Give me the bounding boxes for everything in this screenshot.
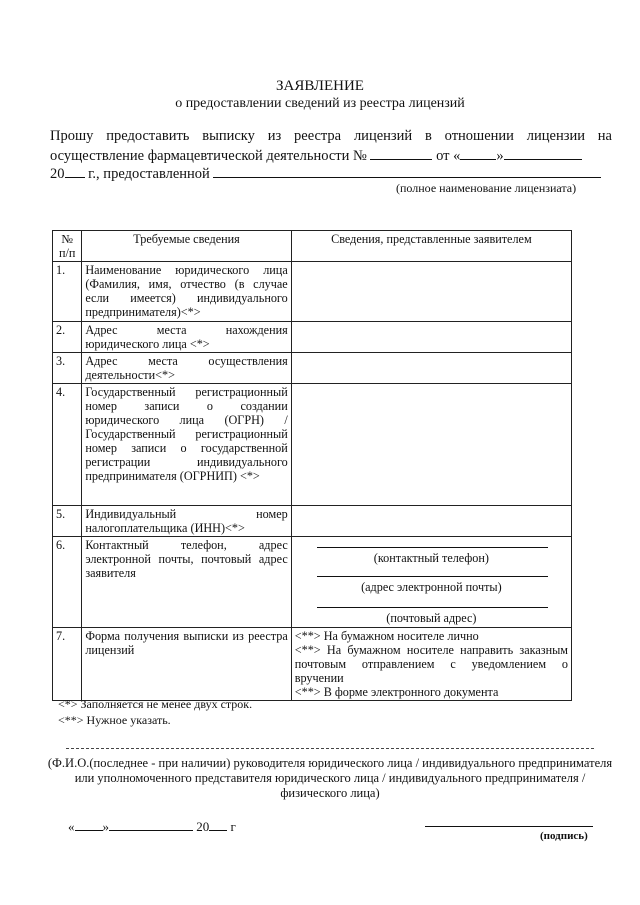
- table-row: [53, 262, 572, 322]
- license-month-field[interactable]: [504, 146, 582, 160]
- row-value-field[interactable]: [291, 353, 571, 384]
- table-row: [53, 353, 572, 384]
- issued-to-text: г., предоставленной: [88, 166, 210, 182]
- row-required: Индивидуальный номер налогоплательщика (ИНН)<*>: [82, 506, 291, 537]
- table-header-row: [53, 231, 572, 262]
- row-num: 2.: [53, 322, 82, 353]
- signature-caption: (подпись): [540, 830, 588, 842]
- row-value-field[interactable]: [291, 262, 571, 322]
- row-value-field[interactable]: [291, 384, 571, 506]
- sign-date-close: »: [102, 819, 109, 834]
- table-row: [53, 322, 572, 353]
- footnote-1: <*> Заполняется не менее двух строк.: [58, 697, 253, 711]
- sign-date-open: «: [68, 819, 75, 834]
- phone-caption: (контактный телефон): [373, 551, 489, 565]
- row-value-field[interactable]: [291, 322, 571, 353]
- request-line-1: Прошу предоставить выписку из реестра лицензий в отношении лицензии на: [50, 128, 612, 144]
- option-paper-in-person[interactable]: <**> На бумажном носителе лично: [294, 629, 479, 643]
- email-caption: (адрес электронной почты): [361, 580, 502, 594]
- row-required: Адрес места осуществления деятельности<*>: [82, 353, 291, 384]
- sign-day-field[interactable]: [75, 817, 103, 831]
- licensee-caption: (полное наименование лицензиата): [396, 181, 577, 195]
- option-paper-by-mail[interactable]: <**> На бумажном носителе направить заказным почтовым отправлением с уведомлением о вручении: [294, 643, 568, 685]
- row-num: 5.: [53, 506, 82, 537]
- table-row: [53, 506, 572, 537]
- fio-line[interactable]: [66, 748, 594, 749]
- delivery-options: [291, 628, 571, 701]
- sign-year-field[interactable]: [209, 817, 227, 831]
- header-provided: Сведения, представленные заявителем: [291, 231, 571, 262]
- document-title: ЗАЯВЛЕНИЕ: [276, 78, 364, 94]
- footnote-2: <**> Нужное указать.: [58, 713, 171, 727]
- licensee-name-field[interactable]: [213, 164, 601, 178]
- signature-field[interactable]: [425, 826, 593, 827]
- row-num: 6.: [53, 537, 82, 628]
- license-number-field[interactable]: [370, 146, 432, 160]
- option-electronic[interactable]: <**> В форме электронного документа: [294, 685, 499, 699]
- row-num: 4.: [53, 384, 82, 506]
- header-required: Требуемые сведения: [82, 231, 291, 262]
- postal-caption: (почтовый адрес): [386, 611, 477, 625]
- request-line-2: [50, 146, 582, 165]
- document-subtitle: о предоставлении сведений из реестра лицензий: [175, 96, 465, 111]
- table-row: [53, 628, 572, 701]
- header-num: № п/п: [53, 231, 82, 262]
- row-value-field[interactable]: [291, 506, 571, 537]
- table-row: [53, 384, 572, 506]
- request-line-2-text: осуществление фармацевтической деятельности №: [50, 148, 367, 164]
- info-table: [52, 230, 572, 701]
- sign-year-suffix: г: [230, 819, 236, 834]
- row-required: Форма получения выписки из реестра лицензий: [82, 628, 291, 701]
- postal-field[interactable]: [317, 606, 548, 608]
- sign-year-prefix: 20: [196, 819, 210, 834]
- row-required: Наименование юридического лица (Фамилия, имя, отчество (в случае если имеется) индивидуального предпринимателя)<*>: [82, 262, 291, 322]
- row-required: Государственный регистрационный номер записи о создании юридического лица (ОГРН) / Государственный регистрационный номер записи о государственной регистрации индивидуального предпринимателя (ОГРНИП) <*>: [82, 384, 291, 506]
- sign-date: [68, 817, 236, 835]
- row-num: 7.: [53, 628, 82, 701]
- row-required: Адрес места нахождения юридического лица <*>: [82, 322, 291, 353]
- table-row: [53, 537, 572, 628]
- sign-month-field[interactable]: [109, 817, 193, 831]
- year-prefix: 20: [50, 166, 65, 182]
- license-day-field[interactable]: [460, 146, 496, 160]
- email-field[interactable]: [317, 575, 548, 577]
- phone-field[interactable]: [317, 546, 548, 548]
- date-close-quote: »: [496, 148, 504, 164]
- row-num: 1.: [53, 262, 82, 322]
- row-required: Контактный телефон, адрес электронной почты, почтовый адрес заявителя: [82, 537, 291, 628]
- fio-caption: (Ф.И.О.(последнее - при наличии) руководителя юридического лица / индивидуального предпринимателя или уполномоченного представителя юридического лица / индивидуального предпринимателя / физического лица): [47, 756, 613, 800]
- contact-cell: [291, 537, 571, 628]
- date-open-quote: от «: [436, 148, 461, 164]
- license-year-field[interactable]: [65, 164, 85, 178]
- row-num: 3.: [53, 353, 82, 384]
